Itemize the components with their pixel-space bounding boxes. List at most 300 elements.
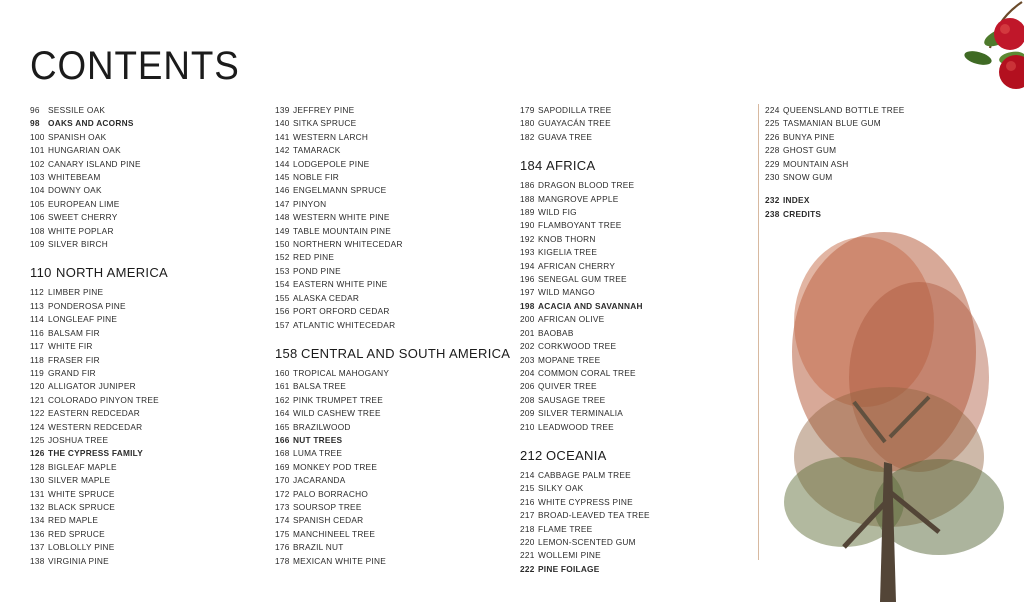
contents-entry[interactable] <box>520 482 725 495</box>
contents-entry[interactable] <box>30 238 235 251</box>
entry-page-number: 122 <box>30 408 45 419</box>
entry-page-number: 147 <box>275 198 290 209</box>
entry-title: EASTERN WHITE PINE <box>293 279 388 290</box>
contents-entry[interactable] <box>520 193 725 206</box>
entry-title: JACARANDA <box>293 475 346 486</box>
contents-entry[interactable] <box>275 319 480 332</box>
entry-page-number: 134 <box>30 515 45 526</box>
entry-title: RED SPRUCE <box>48 528 105 539</box>
contents-entry[interactable] <box>520 246 725 259</box>
contents-entry[interactable] <box>30 461 235 474</box>
entry-title: LEADWOOD TREE <box>538 421 614 432</box>
contents-entry[interactable] <box>520 131 725 144</box>
entry-page-number: 208 <box>520 394 535 405</box>
entry-title: ACACIA AND SAVANNAH <box>538 300 643 311</box>
entry-title: PALO BORRACHO <box>293 488 369 499</box>
contents-column-3 <box>520 104 725 576</box>
entry-page-number: 161 <box>275 381 290 392</box>
entry-title: ALASKA CEDAR <box>293 292 360 303</box>
entry-page-number: 117 <box>30 341 44 352</box>
contents-entry[interactable] <box>30 541 235 554</box>
entry-title: ATLANTIC WHITECEDAR <box>293 319 396 330</box>
entry-title: SITKA SPRUCE <box>293 118 357 129</box>
contents-entry[interactable] <box>275 407 480 420</box>
contents-entry[interactable] <box>275 292 480 305</box>
entry-page-number: 152 <box>275 252 290 263</box>
contents-entry[interactable] <box>275 117 480 130</box>
entry-title: BALSA TREE <box>293 381 347 392</box>
contents-section-heading[interactable] <box>520 157 725 174</box>
entry-title: PINYON <box>293 198 327 209</box>
entry-title: GRAND FIR <box>48 367 96 378</box>
entry-page-number: 154 <box>275 279 290 290</box>
entry-page-number: 102 <box>30 158 45 169</box>
contents-entry[interactable] <box>30 380 235 393</box>
entry-title: THE CYPRESS FAMILY <box>48 448 144 459</box>
contents-entry[interactable] <box>275 367 480 380</box>
entry-page-number: 226 <box>765 131 780 142</box>
contents-entry[interactable] <box>275 184 480 197</box>
entry-page-number: 141 <box>275 131 290 142</box>
entry-page-number: 125 <box>30 434 45 445</box>
contents-entry[interactable] <box>275 198 480 211</box>
entry-title: CABBAGE PALM TREE <box>538 469 631 480</box>
entry-title: FLAME TREE <box>538 523 593 534</box>
contents-entry[interactable] <box>275 158 480 171</box>
entry-title: LOBLOLLY PINE <box>48 542 115 553</box>
entry-page-number: 156 <box>275 306 290 317</box>
contents-entry[interactable] <box>520 549 725 562</box>
contents-entry[interactable] <box>275 305 480 318</box>
contents-entry[interactable] <box>30 171 235 184</box>
entry-title: WESTERN LARCH <box>293 131 369 142</box>
contents-entry[interactable] <box>30 131 235 144</box>
contents-entry[interactable] <box>30 354 235 367</box>
contents-entry[interactable] <box>520 300 725 313</box>
entry-title: SENEGAL GUM TREE <box>538 274 627 285</box>
contents-entry[interactable] <box>275 238 480 251</box>
contents-entry[interactable] <box>30 225 235 238</box>
contents-entry[interactable] <box>520 340 725 353</box>
contents-entry[interactable] <box>275 131 480 144</box>
entry-page-number: 130 <box>30 475 45 486</box>
entry-title: BIGLEAF MAPLE <box>48 461 117 472</box>
entry-title: WHITE POPLAR <box>48 225 114 236</box>
entry-page-number: 174 <box>275 515 290 526</box>
contents-entry[interactable] <box>275 514 480 527</box>
entry-page-number: 160 <box>275 367 290 378</box>
contents-entry[interactable] <box>520 523 725 536</box>
contents-entry[interactable] <box>765 171 970 184</box>
entry-page-number: 210 <box>520 421 535 432</box>
contents-entry[interactable] <box>520 104 725 117</box>
entry-title: HUNGARIAN OAK <box>48 145 121 156</box>
contents-entry[interactable] <box>275 421 480 434</box>
entry-title: SPANISH CEDAR <box>293 515 364 526</box>
entry-title: DOWNY OAK <box>48 185 102 196</box>
contents-entry[interactable] <box>30 488 235 501</box>
entry-title: PORT ORFORD CEDAR <box>293 306 390 317</box>
contents-section-heading[interactable] <box>30 264 235 281</box>
entry-title: PINK TRUMPET TREE <box>293 394 384 405</box>
contents-entry[interactable] <box>30 555 235 568</box>
entry-page-number: 182 <box>520 131 535 142</box>
contents-entry[interactable] <box>30 144 235 157</box>
entry-title: MEXICAN WHITE PINE <box>293 555 387 566</box>
contents-entry[interactable] <box>275 488 480 501</box>
contents-entry[interactable] <box>275 278 480 291</box>
entry-page-number: 216 <box>520 496 535 507</box>
section-title: OCEANIA <box>546 447 607 463</box>
entry-title: WHITE FIR <box>48 341 93 352</box>
contents-entry[interactable] <box>520 509 725 522</box>
contents-entry[interactable] <box>275 265 480 278</box>
entry-title: JEFFREY PINE <box>293 105 355 115</box>
contents-entry[interactable] <box>30 286 235 299</box>
entry-title: COLORADO PINYON TREE <box>48 394 159 405</box>
entry-page-number: 209 <box>520 408 535 419</box>
entry-page-number: 150 <box>275 239 290 250</box>
entry-page-number: 109 <box>30 239 45 250</box>
contents-entry[interactable] <box>520 233 725 246</box>
entry-title: PONDEROSA PINE <box>48 300 126 311</box>
entry-title: SILVER MAPLE <box>48 475 111 486</box>
entry-page-number: 224 <box>765 105 780 115</box>
entry-page-number: 238 <box>765 208 780 219</box>
contents-entry[interactable] <box>520 496 725 509</box>
entry-title: LIMBER PINE <box>48 287 104 298</box>
entry-title: ALLIGATOR JUNIPER <box>48 381 136 392</box>
entry-page-number: 222 <box>520 563 535 574</box>
entry-page-number: 175 <box>275 528 290 539</box>
entry-title: SNOW GUM <box>783 172 833 183</box>
entry-page-number: 203 <box>520 354 535 365</box>
contents-section-heading[interactable] <box>275 345 511 362</box>
entry-page-number: 116 <box>30 327 44 338</box>
entry-page-number: 105 <box>30 198 45 209</box>
contents-entry[interactable] <box>765 158 970 171</box>
contents-entry[interactable] <box>30 474 235 487</box>
entry-title: MOPANE TREE <box>538 354 601 365</box>
entry-page-number: 198 <box>520 300 535 311</box>
contents-entry[interactable] <box>30 434 235 447</box>
entry-page-number: 221 <box>520 550 535 561</box>
entry-page-number: 180 <box>520 118 535 129</box>
entry-page-number: 106 <box>30 212 45 223</box>
entry-title: BLACK SPRUCE <box>48 501 116 512</box>
entry-page-number: 155 <box>275 292 290 303</box>
contents-entry[interactable] <box>275 251 480 264</box>
entry-title: CANARY ISLAND PINE <box>48 158 141 169</box>
contents-entry[interactable] <box>275 541 480 554</box>
entry-page-number: 215 <box>520 483 535 494</box>
entry-title: LEMON-SCENTED GUM <box>538 536 636 547</box>
entry-page-number: 119 <box>30 367 44 378</box>
entry-page-number: 112 <box>30 287 44 298</box>
contents-entry[interactable] <box>275 394 480 407</box>
contents-entry[interactable] <box>30 421 235 434</box>
contents-entry[interactable] <box>30 300 235 313</box>
entry-title: GHOST GUM <box>783 145 837 156</box>
entry-page-number: 169 <box>275 461 290 472</box>
entry-title: VIRGINIA PINE <box>48 555 109 566</box>
entry-title: AFRICAN CHERRY <box>538 260 616 271</box>
contents-column-4 <box>765 104 970 576</box>
section-title: AFRICA <box>546 158 596 174</box>
entry-title: SILVER BIRCH <box>48 239 109 250</box>
contents-entry[interactable] <box>30 313 235 326</box>
entry-page-number: 145 <box>275 172 290 183</box>
entry-page-number: 137 <box>30 542 45 553</box>
entry-page-number: 162 <box>275 394 290 405</box>
contents-entry[interactable] <box>520 407 725 420</box>
entry-title: FLAMBOYANT TREE <box>538 220 622 231</box>
entry-page-number: 232 <box>765 195 780 206</box>
entry-title: RED MAPLE <box>48 515 99 526</box>
entry-title: LODGEPOLE PINE <box>293 158 370 169</box>
contents-entry[interactable] <box>520 313 725 326</box>
entry-title: MANGROVE APPLE <box>538 193 619 204</box>
contents-entry[interactable] <box>520 273 725 286</box>
entry-title: ENGELMANN SPRUCE <box>293 185 387 196</box>
entry-title: WHITE SPRUCE <box>48 488 115 499</box>
entry-title: TROPICAL MAHOGANY <box>293 367 390 378</box>
entry-page-number: 113 <box>30 300 44 311</box>
entry-page-number: 194 <box>520 260 535 271</box>
entry-page-number: 146 <box>275 185 290 196</box>
section-page-number: 158 <box>275 345 298 361</box>
entry-page-number: 186 <box>520 180 535 191</box>
contents-entry[interactable] <box>765 131 970 144</box>
contents-entry[interactable] <box>30 117 235 130</box>
entry-page-number: 165 <box>275 421 290 432</box>
section-title: CENTRAL AND SOUTH AMERICA <box>301 345 511 361</box>
entry-page-number: 104 <box>30 185 45 196</box>
contents-column-2 <box>275 104 511 576</box>
contents-entry[interactable] <box>520 469 725 482</box>
entry-title: BRAZIL NUT <box>293 542 344 553</box>
contents-entry[interactable] <box>275 171 480 184</box>
contents-entry[interactable] <box>30 158 235 171</box>
contents-entry[interactable] <box>30 340 235 353</box>
entry-title: NOBLE FIR <box>293 172 340 183</box>
entry-title: WHITEBEAM <box>48 172 101 183</box>
contents-entry[interactable] <box>520 536 725 549</box>
contents-entry[interactable] <box>275 447 480 460</box>
entry-page-number: 218 <box>520 523 535 534</box>
entry-title: JOSHUA TREE <box>48 434 109 445</box>
contents-entry[interactable] <box>275 144 480 157</box>
contents-entry[interactable] <box>520 380 725 393</box>
contents-entry[interactable] <box>275 104 480 117</box>
page-title: CONTENTS <box>30 44 240 88</box>
entry-title: NORTHERN WHITECEDAR <box>293 239 403 250</box>
entry-page-number: 201 <box>520 327 535 338</box>
contents-entry[interactable] <box>30 528 235 541</box>
entry-title: TASMANIAN BLUE GUM <box>783 118 881 129</box>
entry-page-number: 164 <box>275 408 290 419</box>
entry-page-number: 136 <box>30 528 45 539</box>
entry-page-number: 200 <box>520 314 535 325</box>
entry-page-number: 153 <box>275 265 290 276</box>
entry-title: BROAD-LEAVED TEA TREE <box>538 510 650 521</box>
contents-entry[interactable] <box>520 421 725 434</box>
entry-title: SAUSAGE TREE <box>538 394 606 405</box>
entry-page-number: 196 <box>520 274 535 285</box>
entry-page-number: 131 <box>30 488 45 499</box>
entry-title: NUT TREES <box>293 434 343 445</box>
entry-page-number: 139 <box>275 105 290 115</box>
contents-entry[interactable] <box>520 394 725 407</box>
contents-entry[interactable] <box>765 104 970 117</box>
entry-title: MANCHINEEL TREE <box>293 528 376 539</box>
contents-entry[interactable] <box>30 184 235 197</box>
entry-title: QUEENSLAND BOTTLE TREE <box>783 105 905 115</box>
contents-entry[interactable] <box>765 194 970 207</box>
contents-entry[interactable] <box>765 208 970 221</box>
entry-title: EASTERN REDCEDAR <box>48 408 141 419</box>
contents-entry[interactable] <box>30 514 235 527</box>
entry-page-number: 118 <box>30 354 44 365</box>
entry-page-number: 128 <box>30 461 45 472</box>
entry-page-number: 173 <box>275 501 290 512</box>
entry-title: CORKWOOD TREE <box>538 341 617 352</box>
contents-entry[interactable] <box>520 354 725 367</box>
entry-page-number: 178 <box>275 555 290 566</box>
contents-entry[interactable] <box>30 198 235 211</box>
entry-page-number: 124 <box>30 421 45 432</box>
entry-title: WHITE CYPRESS PINE <box>538 496 633 507</box>
contents-entry[interactable] <box>520 260 725 273</box>
contents-entry[interactable] <box>30 394 235 407</box>
entry-title: GUAVA TREE <box>538 131 593 142</box>
section-page-number: 110 <box>30 265 52 281</box>
contents-entry[interactable] <box>275 501 480 514</box>
entry-page-number: 172 <box>275 488 290 499</box>
contents-column-1 <box>30 104 235 576</box>
section-title: NORTH AMERICA <box>56 265 169 281</box>
entry-title: SILKY OAK <box>538 483 584 494</box>
entry-title: TAMARACK <box>293 145 341 156</box>
entry-page-number: 228 <box>765 145 780 156</box>
entry-title: MONKEY POD TREE <box>293 461 378 472</box>
entry-page-number: 190 <box>520 220 535 231</box>
entry-page-number: 168 <box>275 448 290 459</box>
entry-title: TABLE MOUNTAIN PINE <box>293 225 392 236</box>
entry-title: FRASER FIR <box>48 354 100 365</box>
entry-page-number: 121 <box>30 394 45 405</box>
section-page-number: 212 <box>520 447 543 463</box>
contents-entry[interactable] <box>520 563 725 576</box>
contents-entry[interactable] <box>275 555 480 568</box>
entry-page-number: 214 <box>520 469 535 480</box>
contents-entry[interactable] <box>30 407 235 420</box>
contents-entry[interactable] <box>275 434 480 447</box>
entry-page-number: 197 <box>520 287 535 298</box>
entry-title: WESTERN WHITE PINE <box>293 212 390 223</box>
contents-entry[interactable] <box>520 327 725 340</box>
entry-page-number: 114 <box>30 314 44 325</box>
entry-title: SAPODILLA TREE <box>538 105 612 115</box>
contents-entry[interactable] <box>30 367 235 380</box>
entry-title: AFRICAN OLIVE <box>538 314 605 325</box>
entry-title: KIGELIA TREE <box>538 247 598 258</box>
entry-page-number: 108 <box>30 225 45 236</box>
contents-entry[interactable] <box>30 501 235 514</box>
entry-title: SILVER TERMINALIA <box>538 408 624 419</box>
entry-title: KNOB THORN <box>538 233 596 244</box>
contents-entry[interactable] <box>520 367 725 380</box>
contents-entry[interactable] <box>520 286 725 299</box>
contents-entry[interactable] <box>520 179 725 192</box>
entry-title: WILD FIG <box>538 207 577 218</box>
contents-entry[interactable] <box>275 528 480 541</box>
entry-title: BUNYA PINE <box>783 131 835 142</box>
entry-title: INDEX <box>783 195 810 206</box>
entry-page-number: 103 <box>30 172 45 183</box>
entry-page-number: 126 <box>30 448 45 459</box>
entry-page-number: 138 <box>30 555 45 566</box>
entry-page-number: 98 <box>30 118 40 129</box>
entry-page-number: 220 <box>520 536 535 547</box>
contents-entry[interactable] <box>275 380 480 393</box>
contents-entry[interactable] <box>30 104 235 117</box>
entry-title: GUAYACÁN TREE <box>538 118 611 129</box>
entry-title: SPANISH OAK <box>48 131 107 142</box>
entry-title: EUROPEAN LIME <box>48 198 120 209</box>
entry-title: RED PINE <box>293 252 335 263</box>
entry-title: WESTERN REDCEDAR <box>48 421 143 432</box>
entry-page-number: 225 <box>765 118 780 129</box>
contents-entry[interactable] <box>275 474 480 487</box>
contents-entry[interactable] <box>520 219 725 232</box>
entry-title: QUIVER TREE <box>538 381 597 392</box>
contents-entry[interactable] <box>30 211 235 224</box>
entry-title: BALSAM FIR <box>48 327 100 338</box>
entry-page-number: 202 <box>520 341 535 352</box>
entry-title: BRAZILWOOD <box>293 421 351 432</box>
entry-page-number: 188 <box>520 193 535 204</box>
contents-entry[interactable] <box>275 225 480 238</box>
contents-entry[interactable] <box>765 117 970 130</box>
entry-page-number: 101 <box>30 145 45 156</box>
contents-entry[interactable] <box>30 447 235 460</box>
entry-title: LUMA TREE <box>293 448 343 459</box>
entry-title: PINE FOILAGE <box>538 563 600 574</box>
entry-page-number: 148 <box>275 212 290 223</box>
contents-entry[interactable] <box>520 206 725 219</box>
entry-title: DRAGON BLOOD TREE <box>538 180 635 191</box>
contents-entry[interactable] <box>30 327 235 340</box>
entry-page-number: 140 <box>275 118 290 129</box>
contents-entry[interactable] <box>765 144 970 157</box>
contents-entry[interactable] <box>275 461 480 474</box>
contents-entry[interactable] <box>520 117 725 130</box>
contents-entry[interactable] <box>275 211 480 224</box>
entry-page-number: 204 <box>520 367 535 378</box>
contents-section-heading[interactable] <box>520 447 725 464</box>
entry-title: POND PINE <box>293 265 341 276</box>
entry-title: WILD MANGO <box>538 287 595 298</box>
entry-page-number: 193 <box>520 247 535 258</box>
entry-page-number: 176 <box>275 542 290 553</box>
entry-page-number: 230 <box>765 172 780 183</box>
entry-page-number: 170 <box>275 475 290 486</box>
entry-title: SESSILE OAK <box>48 105 106 115</box>
entry-page-number: 142 <box>275 145 290 156</box>
section-page-number: 184 <box>520 158 543 174</box>
entry-title: OAKS AND ACORNS <box>48 118 134 129</box>
